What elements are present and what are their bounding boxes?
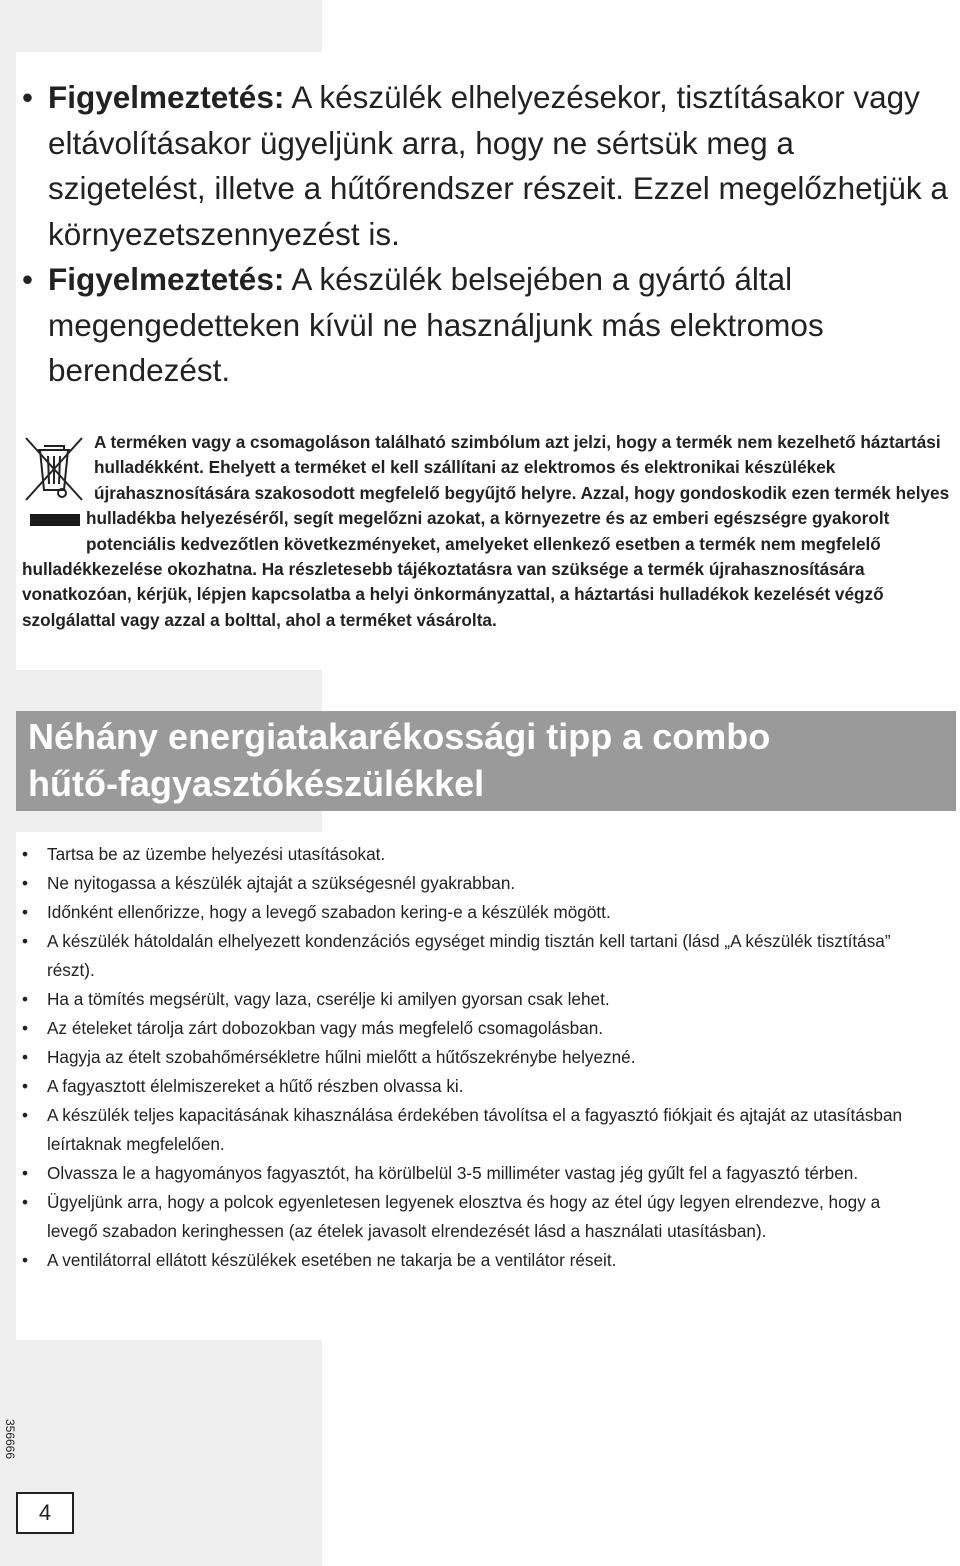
list-item xyxy=(22,1043,922,1072)
bullet: • xyxy=(22,873,29,893)
bullet: • xyxy=(22,79,34,115)
list-item xyxy=(22,1246,922,1275)
tip-text: Ha a tömítés megsérült, vagy laza, cserélje ki amilyen gyorsan csak lehet. xyxy=(47,989,610,1009)
weee-notice-text: A terméken vagy a csomagoláson található szimbólum azt jelzi, hogy a termék nem kezelhető háztartási hulladékként. Ehelyett a terméket el kell szállítani az elektromos és elektronikai készülékek újrahasznosítására szakosodott megfelelő begyűjtő helyre. Azzal, hogy gondoskodik ezen termék helyes hulladékba helyezéséről, segít megelőzni azokat, a környezetre és az emberi egészségre gyakorolt potenciális kedvezőtlen következményeket, amelyeket ellenkező esetben a termék nem megfelelő hulladékkezelése okozhatna. Ha részletesebb tájékoztatásra van szüksége a termék újrahasznosítására vonatkozóan, kérjük, lépjen kapcsolatba a helyi önkormányzattal, a háztartási hulladékok kezelését végző szolgálattal vagy azzal a bolttal, ahol a terméket vásárolta. xyxy=(22,432,950,630)
crossed-out-wheelie-bin-icon xyxy=(22,432,86,504)
list-item xyxy=(22,927,922,985)
bullet: • xyxy=(22,1047,29,1067)
document-code: 356666 xyxy=(3,1418,17,1460)
tip-text: Ne nyitogassa a készülék ajtaját a szükségesnél gyakrabban. xyxy=(47,873,516,893)
bullet: • xyxy=(22,261,34,297)
tip-text: Az ételeket tárolja zárt dobozokban vagy más megfelelő csomagolásban. xyxy=(47,1018,604,1038)
warning-label: Figyelmeztetés: xyxy=(48,79,285,115)
bullet: • xyxy=(22,1076,29,1096)
tip-text: Hagyja az ételt szobahőmérsékletre hűlni mielőtt a hűtőszekrénybe helyezné. xyxy=(47,1047,636,1067)
bullet: • xyxy=(22,1192,29,1212)
bullet: • xyxy=(22,931,29,951)
tip-text: Tartsa be az üzembe helyezési utasításokat. xyxy=(47,844,386,864)
list-item xyxy=(22,985,922,1014)
warnings-list xyxy=(22,75,957,394)
tip-text: A készülék hátoldalán elhelyezett kondenzációs egységet mindig tisztán kell tartani (lásd „A készülék tisztítása” részt). xyxy=(47,931,891,980)
bullet: • xyxy=(22,902,29,922)
tip-text: A ventilátorral ellátott készülékek esetében ne takarja be a ventilátor réseit. xyxy=(47,1250,617,1270)
list-item xyxy=(22,898,922,927)
weee-disposal-notice xyxy=(22,430,960,633)
warning-label: Figyelmeztetés: xyxy=(48,261,285,297)
weee-black-bar xyxy=(30,514,80,526)
section-heading xyxy=(28,713,928,807)
section-heading-band xyxy=(16,711,956,811)
heading-line-1: Néhány energiatakarékossági tipp a combo xyxy=(28,716,771,757)
warning-text: A készülék belsejében a gyártó által megengedetteken kívül ne használjunk más elektromos berendezést. xyxy=(48,261,824,388)
list-item xyxy=(22,1014,922,1043)
list-item xyxy=(22,1101,922,1159)
list-item xyxy=(22,1072,922,1101)
warning-item xyxy=(22,75,957,257)
warning-item xyxy=(22,257,957,394)
list-item xyxy=(22,869,922,898)
bullet: • xyxy=(22,1250,29,1270)
bullet: • xyxy=(22,1105,29,1125)
tip-text: A fagyasztott élelmiszereket a hűtő részben olvassa ki. xyxy=(47,1076,464,1096)
bullet: • xyxy=(22,844,29,864)
tip-text: Ügyeljünk arra, hogy a polcok egyenletesen legyenek elosztva és hogy az étel úgy legyen elrendezve, hogy a levegő szabadon keringhessen (az ételek javasolt elrendezését lásd a használati utasításban). xyxy=(47,1192,881,1241)
list-item xyxy=(22,840,922,869)
tip-text: Olvassza le a hagyományos fagyasztót, ha körülbelül 3-5 milliméter vastag jég gyűlt fel a fagyasztó térben. xyxy=(47,1163,859,1183)
tip-text: Időnként ellenőrizze, hogy a levegő szabadon kering-e a készülék mögött. xyxy=(47,902,611,922)
heading-line-2: hűtő-fagyasztókészülékkel xyxy=(28,763,485,804)
energy-tips-list xyxy=(22,840,922,1275)
bullet: • xyxy=(22,1163,29,1183)
list-item xyxy=(22,1159,922,1188)
page-number: 4 xyxy=(16,1492,74,1534)
bullet: • xyxy=(22,989,29,1009)
tip-text: A készülék teljes kapacitásának kihasználása érdekében távolítsa el a fagyasztó fiókjait és ajtaját az utasításban leírtaknak megfelelően. xyxy=(47,1105,903,1154)
warning-text: A készülék elhelyezésekor, tisztításakor vagy eltávolításakor ügyeljünk arra, hogy ne sértsük meg a szigetelést, illetve a hűtőrendszer részeit. Ezzel megelőzhetjük a környezetszennyezést is. xyxy=(48,79,948,252)
list-item xyxy=(22,1188,922,1246)
bullet: • xyxy=(22,1018,29,1038)
